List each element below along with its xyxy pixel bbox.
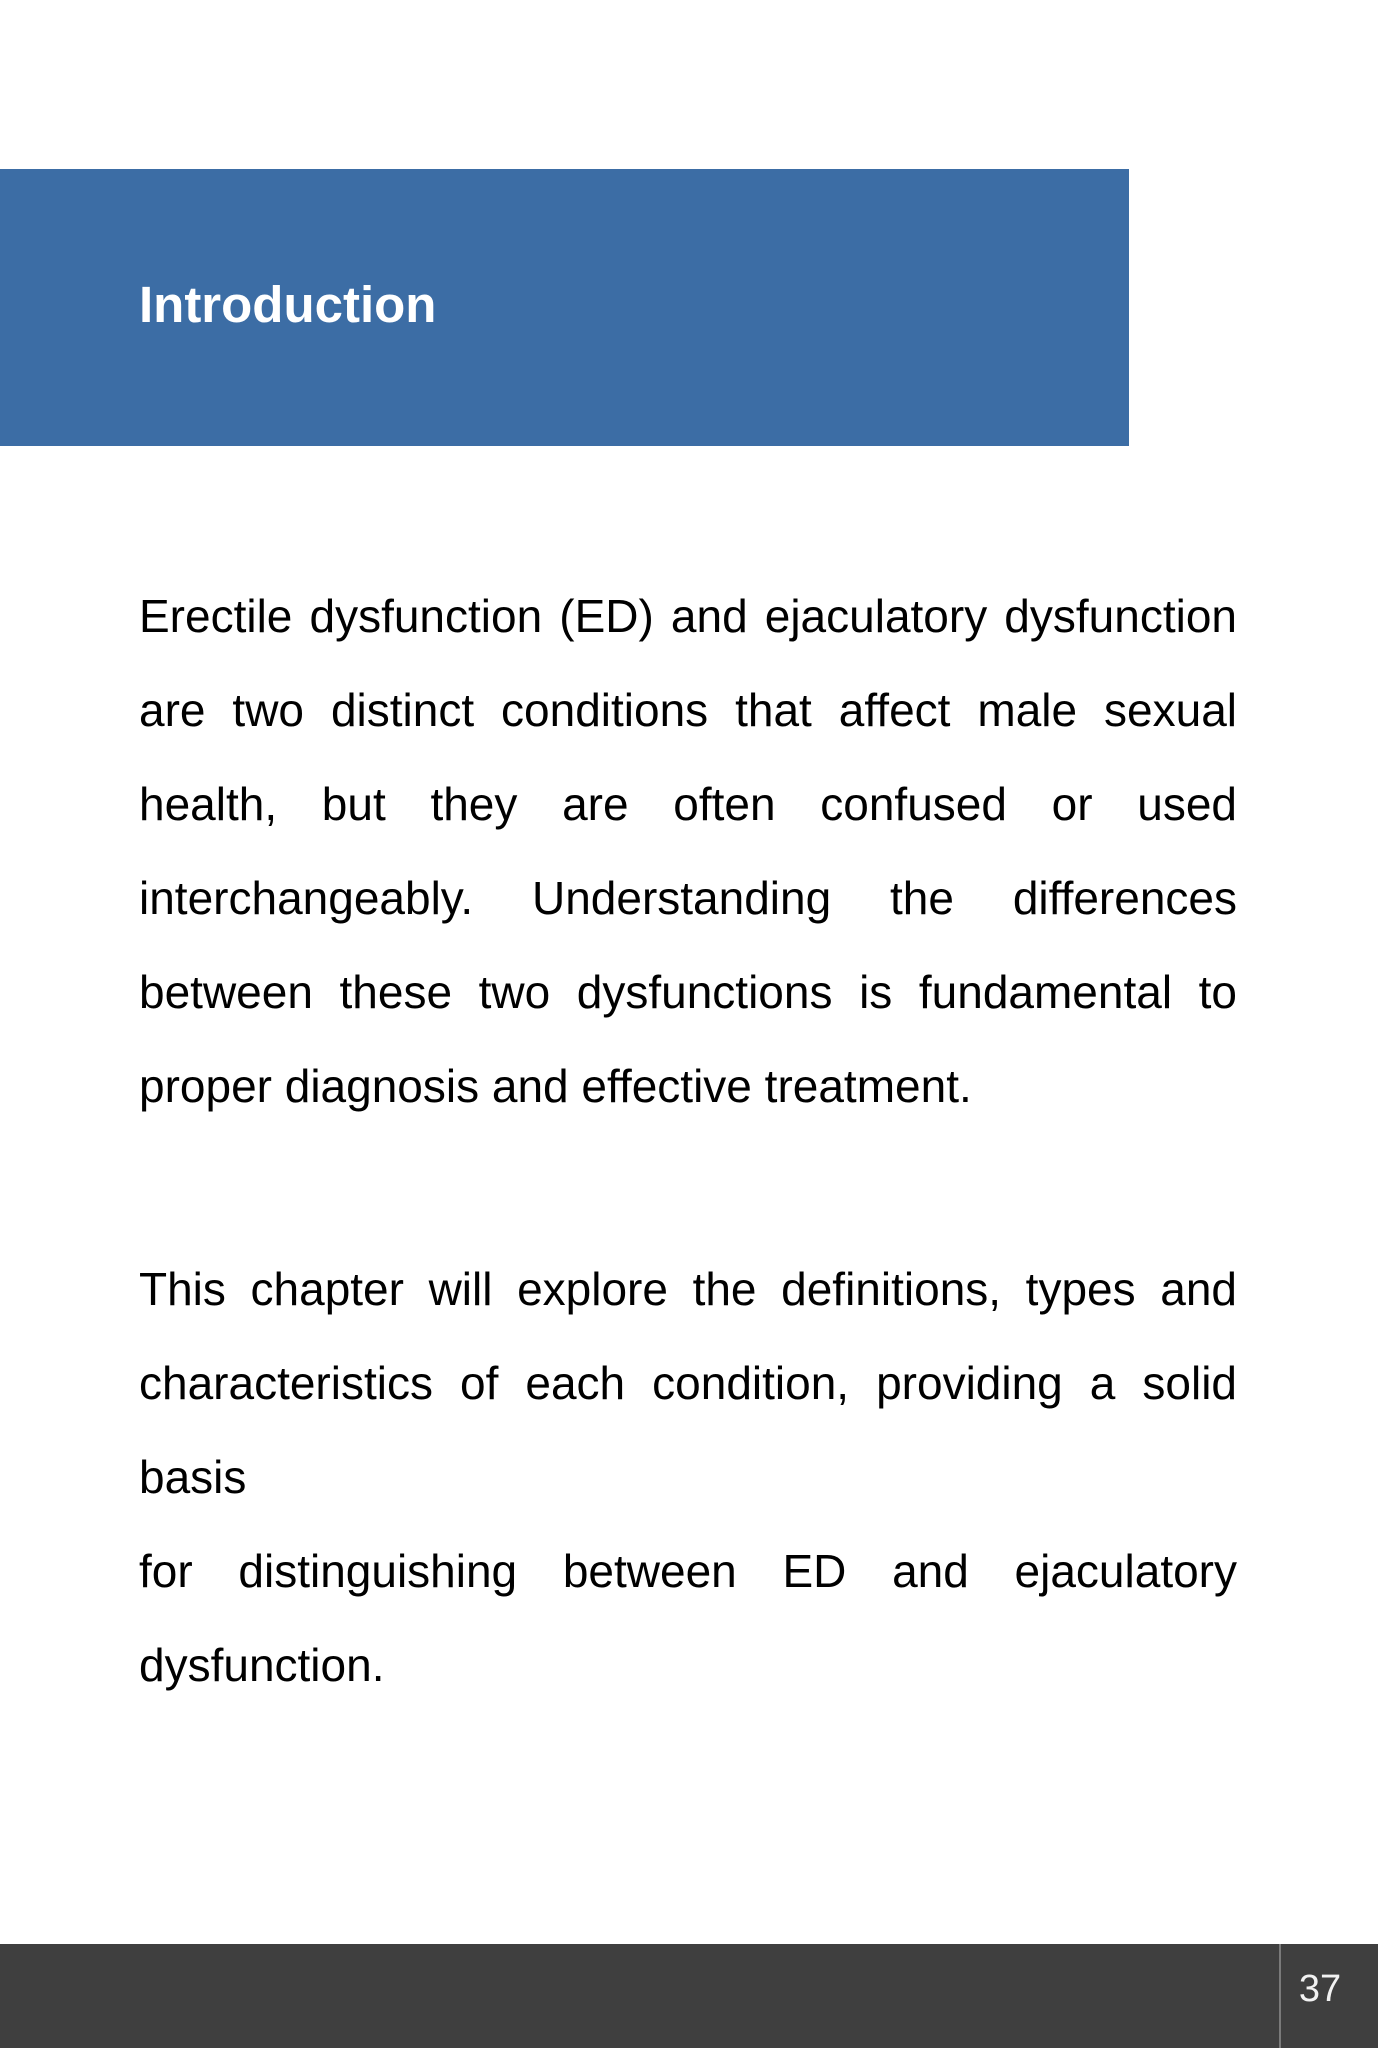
paragraph-1-line: are two distinct conditions that affect male sexual [139,684,1237,736]
paragraph-2-line: characteristics of each condition, providing a solid basis [139,1357,1237,1503]
paragraph-1-line: Erectile dysfunction (ED) and ejaculatory dysfunction [139,590,1237,642]
paragraph-2-line: dysfunction. [139,1639,385,1691]
paragraph-1-line: health, but they are often confused or used [139,778,1237,830]
paragraph-1-line: between these two dysfunctions is fundamental to [139,966,1237,1018]
paragraph-1-line: interchangeably. Understanding the differences [139,872,1237,924]
paragraph-2-line: This chapter will explore the definitions, types and [139,1263,1237,1315]
paragraph-2 [139,1242,1237,1712]
footer-bar [0,1944,1378,2048]
page-number: 37 [1298,1968,1342,2010]
paragraph-1 [139,569,1237,1133]
chapter-title: Introduction [139,276,437,333]
paragraph-2-line: for distinguishing between ED and ejaculatory [139,1545,1237,1597]
paragraph-1-line: proper diagnosis and effective treatment. [139,1060,972,1112]
